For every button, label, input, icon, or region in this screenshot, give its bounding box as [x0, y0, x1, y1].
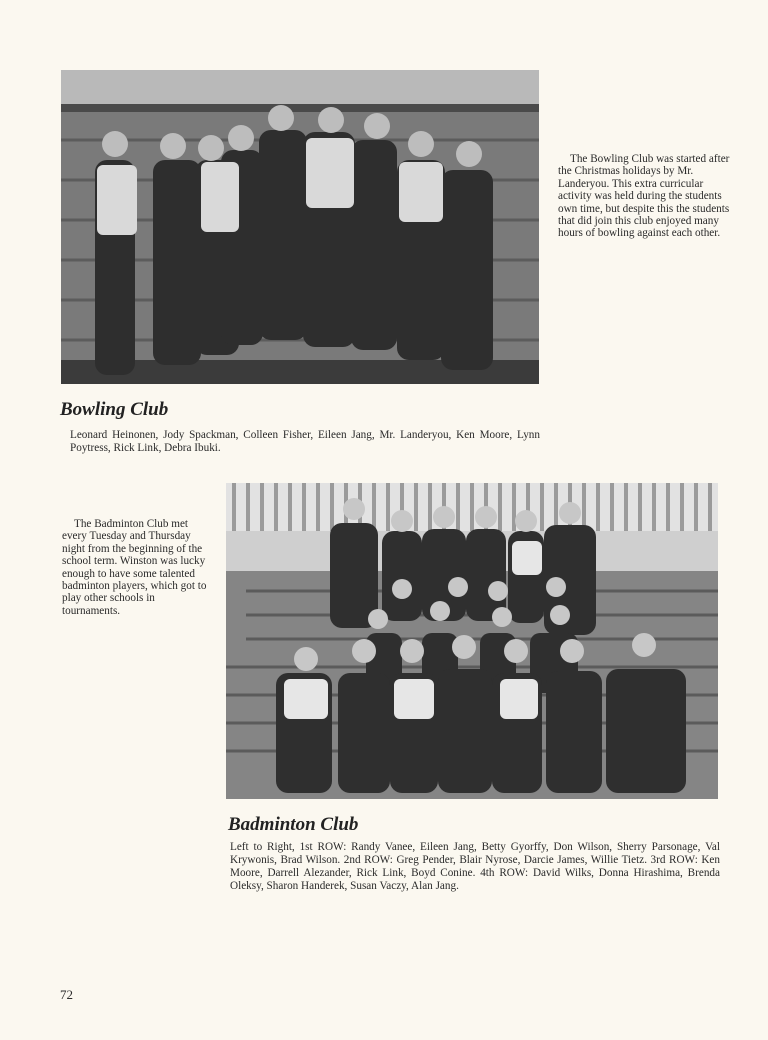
bowling-club-names: Leonard Heinonen, Jody Spackman, Colleen Fisher, Eileen Jang, Mr. Landeryou, Ken Moore, Lynn Poytress, Rick Link, Debra Ibuki. — [70, 429, 540, 454]
badminton-club-photo — [226, 483, 718, 799]
bowling-club-description: The Bowling Club was started after the Christmas holidays by Mr. Landeryou. This extra curricular activity was held during the students own time, but despite this the students that did join this club enjoyed many hours of bowling against each other. — [558, 153, 730, 240]
badminton-club-title: Badminton Club — [228, 814, 359, 835]
bowling-club-photo — [61, 70, 539, 384]
bowling-club-title: Bowling Club — [60, 399, 169, 420]
badminton-club-names: Left to Right, 1st ROW: Randy Vanee, Eileen Jang, Betty Gyorffy, Don Wilson, Sherry Parsonage, Val Krywonis, Brad Wilson. 2nd ROW: Greg Pender, Blair Nyrose, Darcie James, Willie Tietz. 3rd ROW: Ken Moore, Darrell Alezander, Rick Link, Boyd Conine. 4th ROW: David Wilks, Donna Hirashima, Brenda Oleksy, Sharon Handerek, Susan Vaczy, Alan Jang. — [230, 841, 720, 892]
page-number: 72 — [60, 987, 73, 1002]
badminton-club-description: The Badminton Club met every Tuesday and Thursday night from the beginning of the school term. Winston was lucky enough to have some talented badminton players, which got to play other schools in tournaments. — [62, 518, 207, 617]
